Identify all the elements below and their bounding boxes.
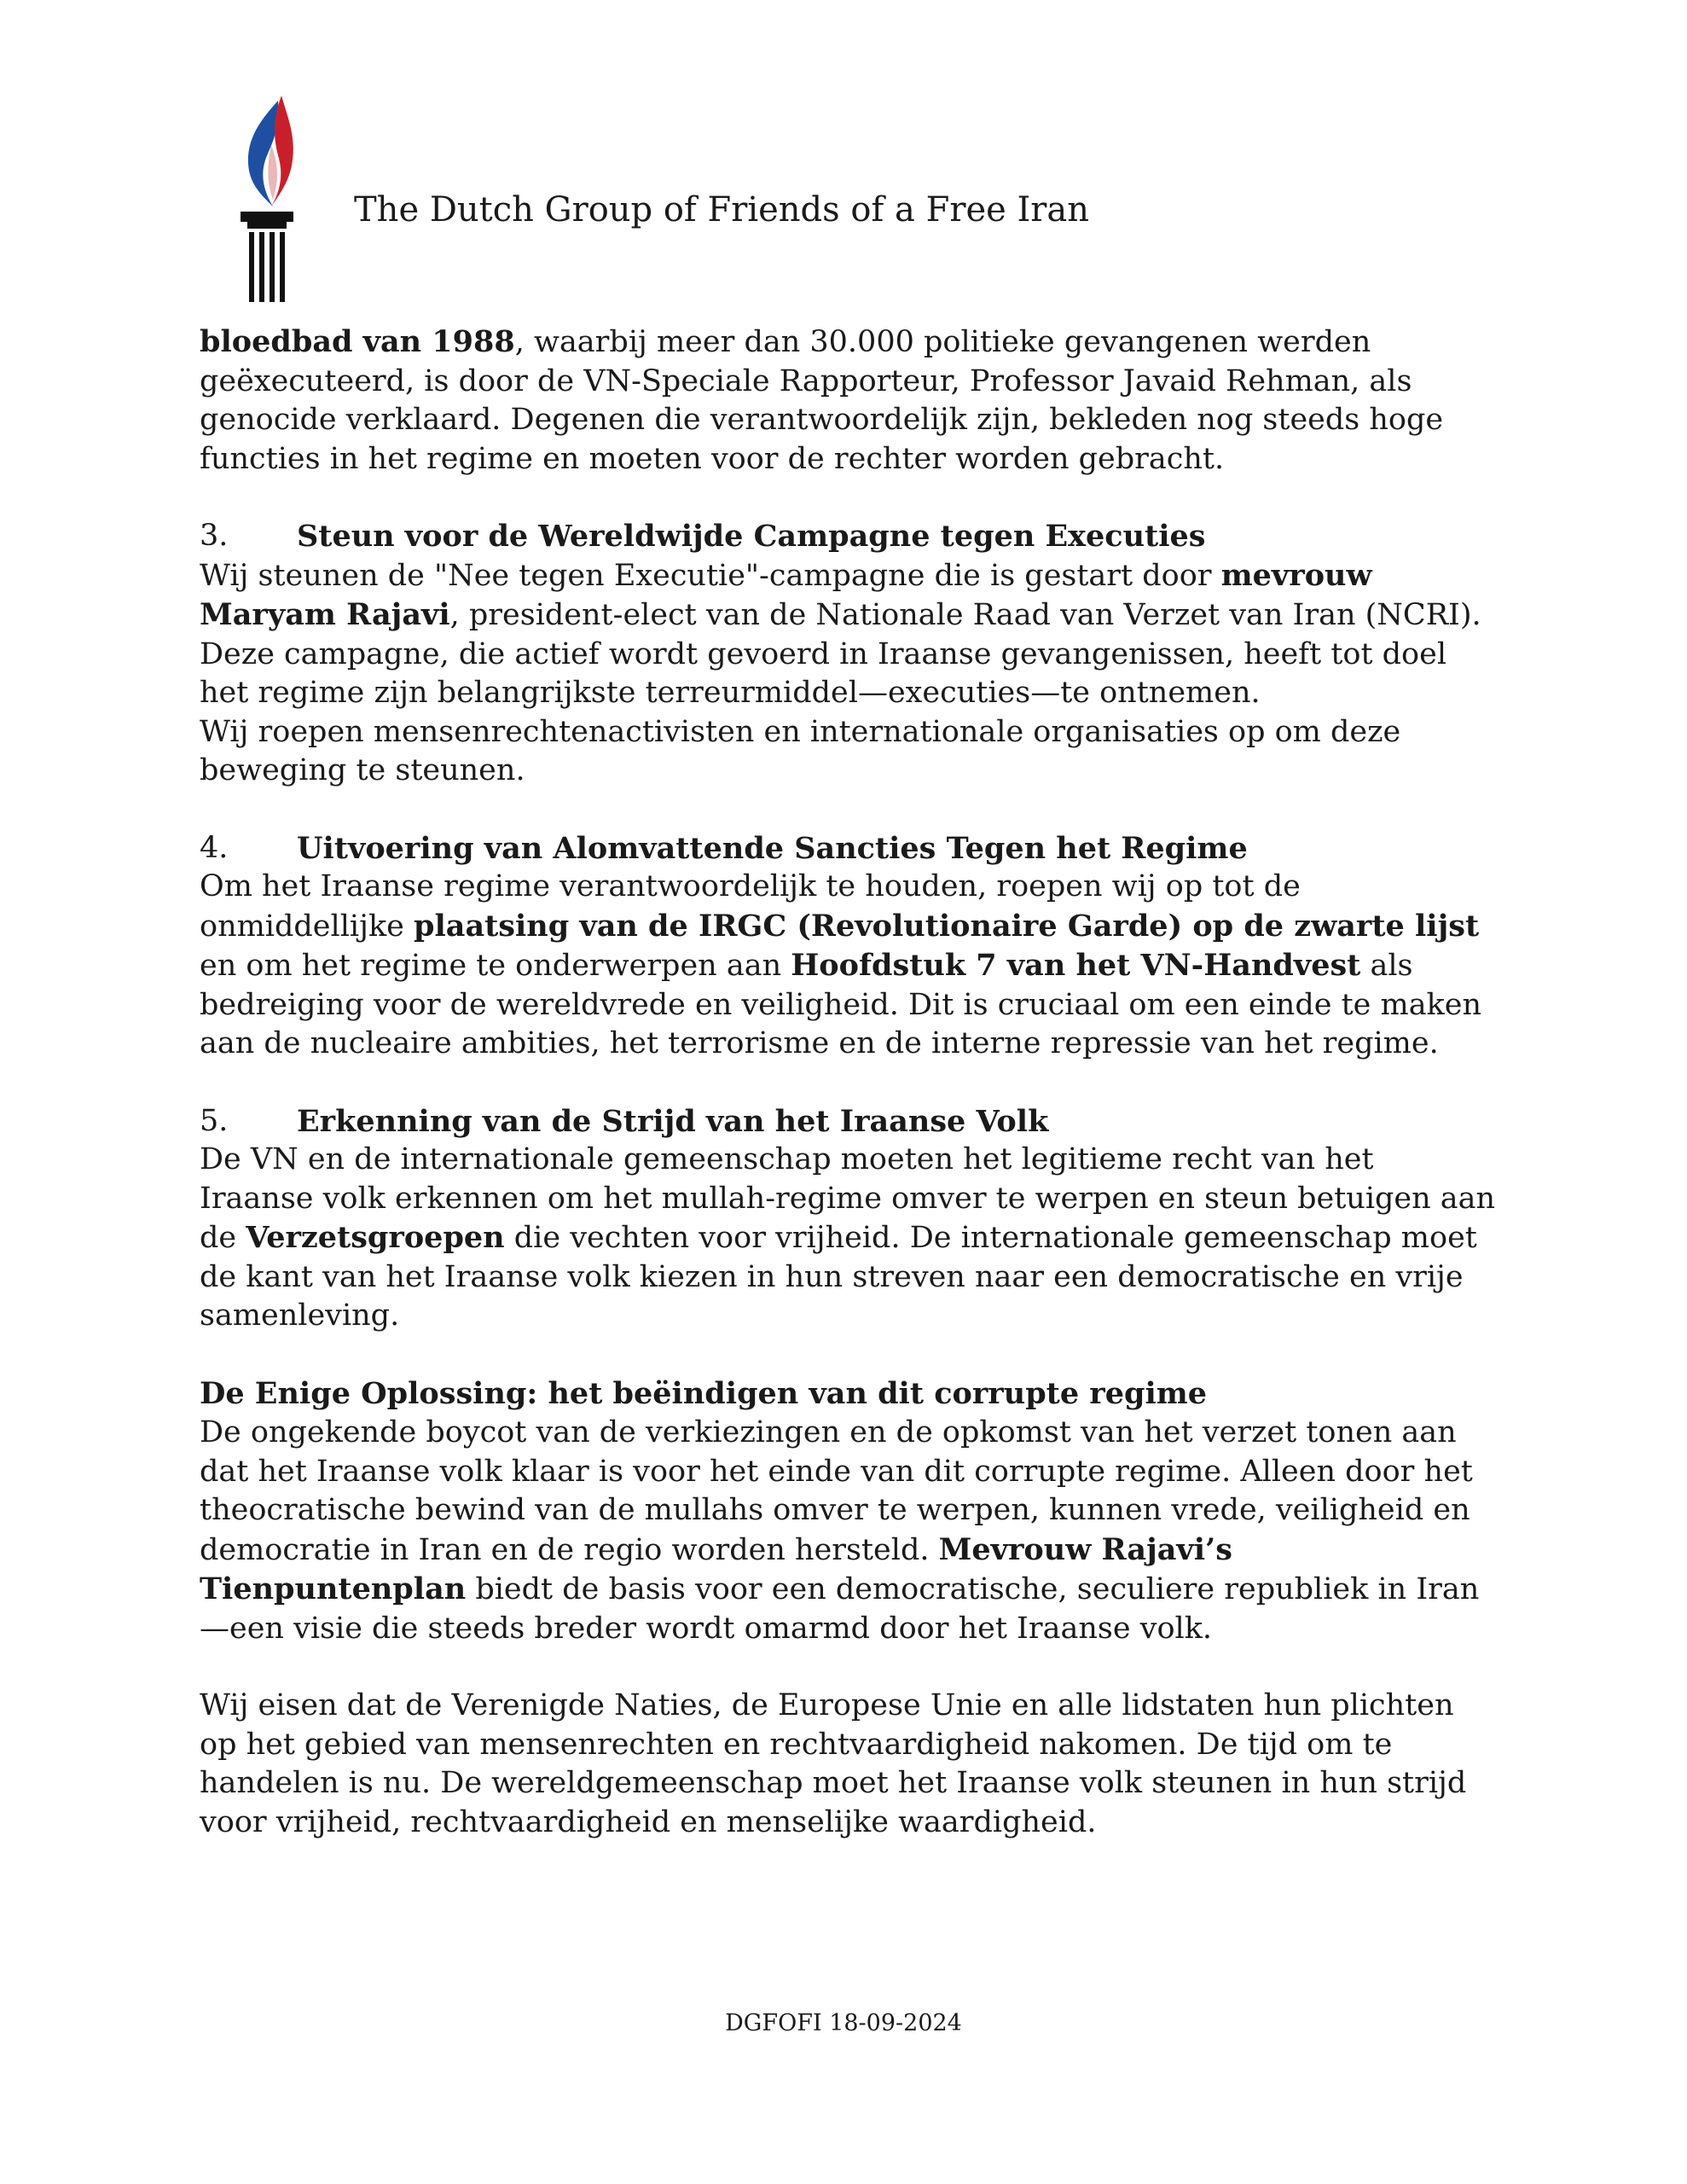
intro-paragraph <box>200 322 1496 479</box>
section3-paragraph-2: Wij roepen mensenrechtenactivisten en internationale organisaties op om deze beweging te steunen. <box>200 714 1401 787</box>
section3-paragraph <box>200 556 1496 713</box>
conclusion-title-text: De Enige Oplossing: het beëindigen van dit corrupte regime <box>200 1375 1208 1411</box>
section4-paragraph <box>200 868 1496 1064</box>
section4-text-1: Om het Iraanse regime verantwoordelijk te houden, roepen wij op tot de onmiddellijke <box>200 869 1301 944</box>
conclusion-text-1: De ongekende boycot van de verkiezingen en de opkomst van het verzet tonen aan dat het Iraanse volk klaar is voor het einde van dit corrupte regime. Alleen door het theocratische bewind van de mullahs omver te werpen, kunnen vrede, veiligheid en democratie in Iran en de regio worden hersteld. <box>200 1415 1473 1567</box>
section5-number: 5. <box>200 1103 229 1138</box>
section5-text-2: die vechten voor vrijheid. De internationale gemeenschap moet de kant van het Iraanse volk kiezen in hun streven naar een democratische en vrije samenleving. <box>200 1221 1477 1333</box>
section3-text-2: , president-elect van de Nationale Raad van Verzet van Iran (NCRI). Deze campagne, die actief wordt gevoerd in Iraanse gevangenissen, heeft tot doel het regime zijn belangrijkste terreurmiddel—executies—te ontnemen. <box>200 598 1481 710</box>
section4-number: 4. <box>200 830 229 865</box>
conclusion-title <box>200 1374 1496 1414</box>
conclusion-text-2: biedt de basis voor een democratische, seculiere republiek in Iran—een visie die steeds breder wordt omarmd door het Iraanse volk. <box>200 1572 1480 1646</box>
document-body <box>200 322 1496 1842</box>
closing-paragraph: Wij eisen dat de Verenigde Naties, de Europese Unie en alle lidstaten hun plichten op het gebied van mensenrechten en rechtvaardigheid nakomen. De tijd om te handelen is nu. De wereldgemeenschap moet het Iraanse volk steunen in hun strijd voor vrijheid, rechtvaardigheid en menselijke waardigheid. <box>200 1688 1467 1839</box>
section5-paragraph <box>200 1141 1496 1336</box>
conclusion-paragraph <box>200 1414 1496 1648</box>
section4-text-2: en om het regime te onderwerpen aan <box>200 949 791 983</box>
section4-bold-2: Hoofdstuk 7 van het VN-Handvest <box>791 948 1361 983</box>
section5-bold-1: Verzetsgroepen <box>246 1220 505 1255</box>
intro-text: , waarbij meer dan 30.000 politieke gevangenen werden geëxecuteerd, is door de VN-Speciale Rapporteur, Professor Javaid Rehman, als genocide verklaard. Degenen die verantwoordelijk zijn, bekleden nog steeds hoge functies in het regime en moeten voor de rechter worden gebracht. <box>200 325 1444 476</box>
section4-title: Uitvoering van Alomvattende Sancties Tegen het Regime <box>297 830 1248 866</box>
footer-text: DGFOFI 18-09-2024 <box>725 2010 962 2036</box>
section4-heading <box>200 829 1496 868</box>
section5-title: Erkenning van de Strijd van het Iraanse Volk <box>297 1103 1049 1139</box>
section3-heading <box>200 517 1496 556</box>
section3-number: 3. <box>200 519 229 553</box>
intro-bold: bloedbad van 1988 <box>200 324 515 359</box>
section5-text-1: De VN en de internationale gemeenschap moeten het legitieme recht van het Iraanse volk erkennen om het mullah-regime omver te werpen en steun betuigen aan de <box>200 1142 1496 1255</box>
section3-title: Steun voor de Wereldwijde Campagne tegen Executies <box>297 519 1206 554</box>
section4-text-3: als bedreiging voor de wereldvrede en veiligheid. Dit is cruciaal om een einde te maken aan de nucleaire ambities, het terrorisme en de interne repressie van het regime. <box>200 949 1482 1060</box>
section5-heading <box>200 1102 1496 1141</box>
org-name: The Dutch Group of Friends of a Free Iran <box>354 190 1090 229</box>
conclusion-bold-1: Mevrouw Rajavi’s Tienpuntenplan <box>200 1531 1232 1606</box>
section4-bold-1: plaatsing van de IRGC (Revolutionaire Garde) op de zwarte lijst <box>414 908 1480 944</box>
section3-bold-1: mevrouw Maryam Rajavi <box>200 557 1372 632</box>
section3-text-1: Wij steunen de "Nee tegen Executie"-campagne die is gestart door <box>200 558 1221 593</box>
torch-flame-logo-icon <box>229 94 305 309</box>
